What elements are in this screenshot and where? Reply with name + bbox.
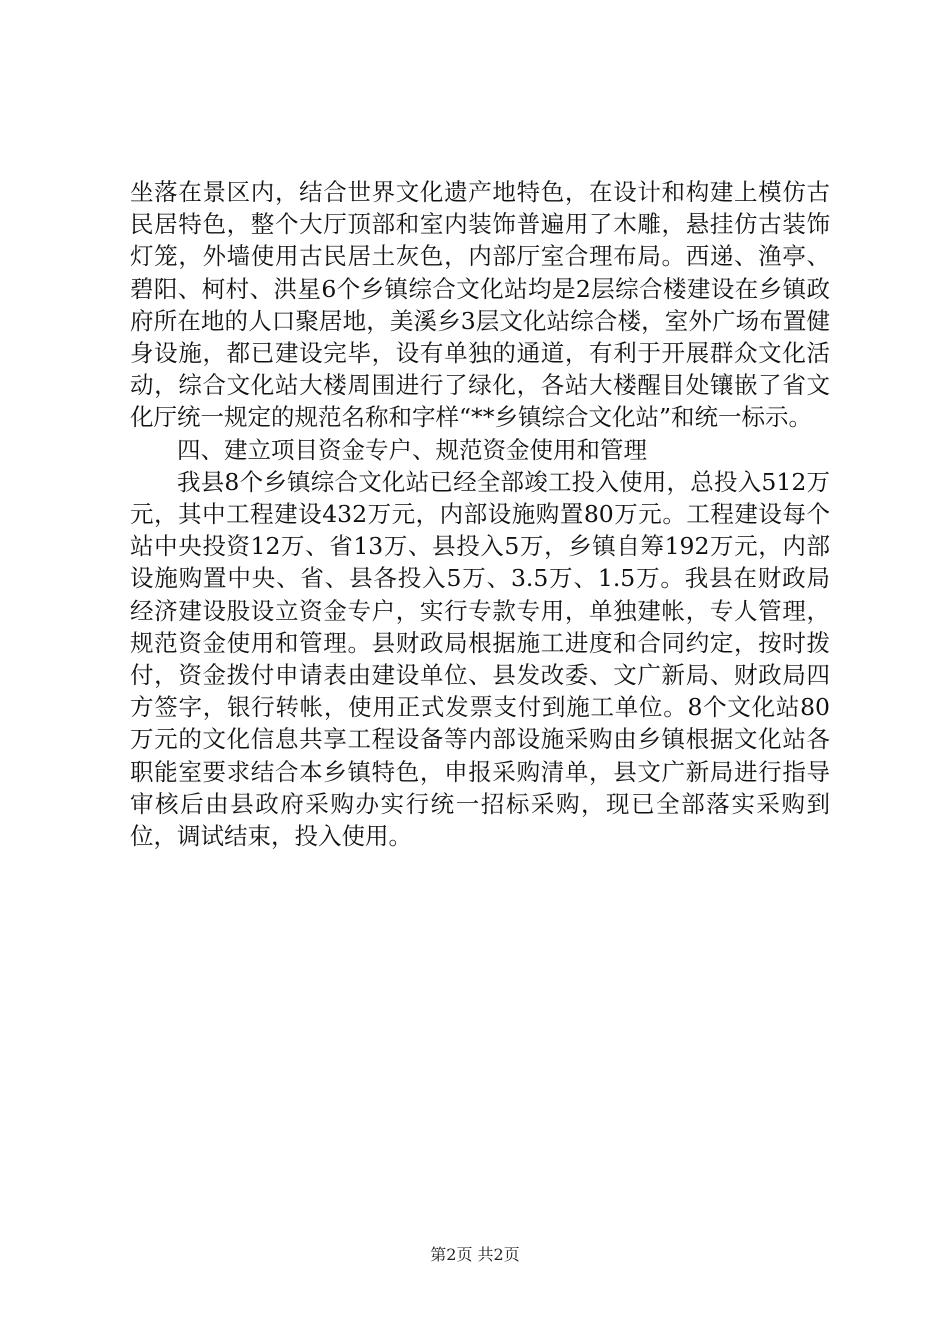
page-number-footer: 第2页 共2页 [430, 1245, 520, 1264]
section-heading-funds: 四、建立项目资金专户、规范资金使用和管理 [177, 435, 647, 464]
paragraph-cultural-stations: 坐落在景区内，结合世界文化遗产地特色，在设计和构建上模仿古民居特色，整个大厅顶部和室内装饰普遍用了木雕，悬挂仿古装饰灯笼，外墙使用古民居土灰色，内部厅室合理布局。西递、渔亭、碧阳、柯村、洪星6个乡镇综合文化站均是2层综合楼建设在乡镇政府所在地的人口聚居地，美溪乡3层文化站综合楼，室外广场布置健身设施，都已建设完毕，设有单独的通道，有利于开展群众文化活动，综合文化站大楼周围进行了绿化，各站大楼醒目处镶嵌了省文化厅统一规定的规范名称和字样“**乡镇综合文化站”和统一标示。 [130, 178, 830, 432]
paragraph-funds: 我县8个乡镇综合文化站已经全部竣工投入使用，总投入512万元，其中工程建设432万元，内部设施购置80万元。工程建设每个站中央投资12万、省13万、县投入5万，乡镇自筹192万元，内部设施购置中央、省、县各投入5万、3.5万、1.5万。我县在财政局经济建设股设立资金专户，实行专款专用，单独建帐，专人管理，规范资金使用和管理。县财政局根据施工进度和合同约定，按时拨付，资金拨付申请表由建设单位、县发改委、文广新局、财政局四方签字，银行转帐，使用正式发票支付到施工单位。8个文化站80万元的文化信息共享工程设备等内部设施采购由乡镇根据文化站各职能室要求结合本乡镇特色，申报采购清单，县文广新局进行指导审核后由县政府采购办实行统一招标采购，现已全部落实采购到位，调试结束，投入使用。 [130, 467, 830, 851]
document-body [130, 176, 830, 852]
